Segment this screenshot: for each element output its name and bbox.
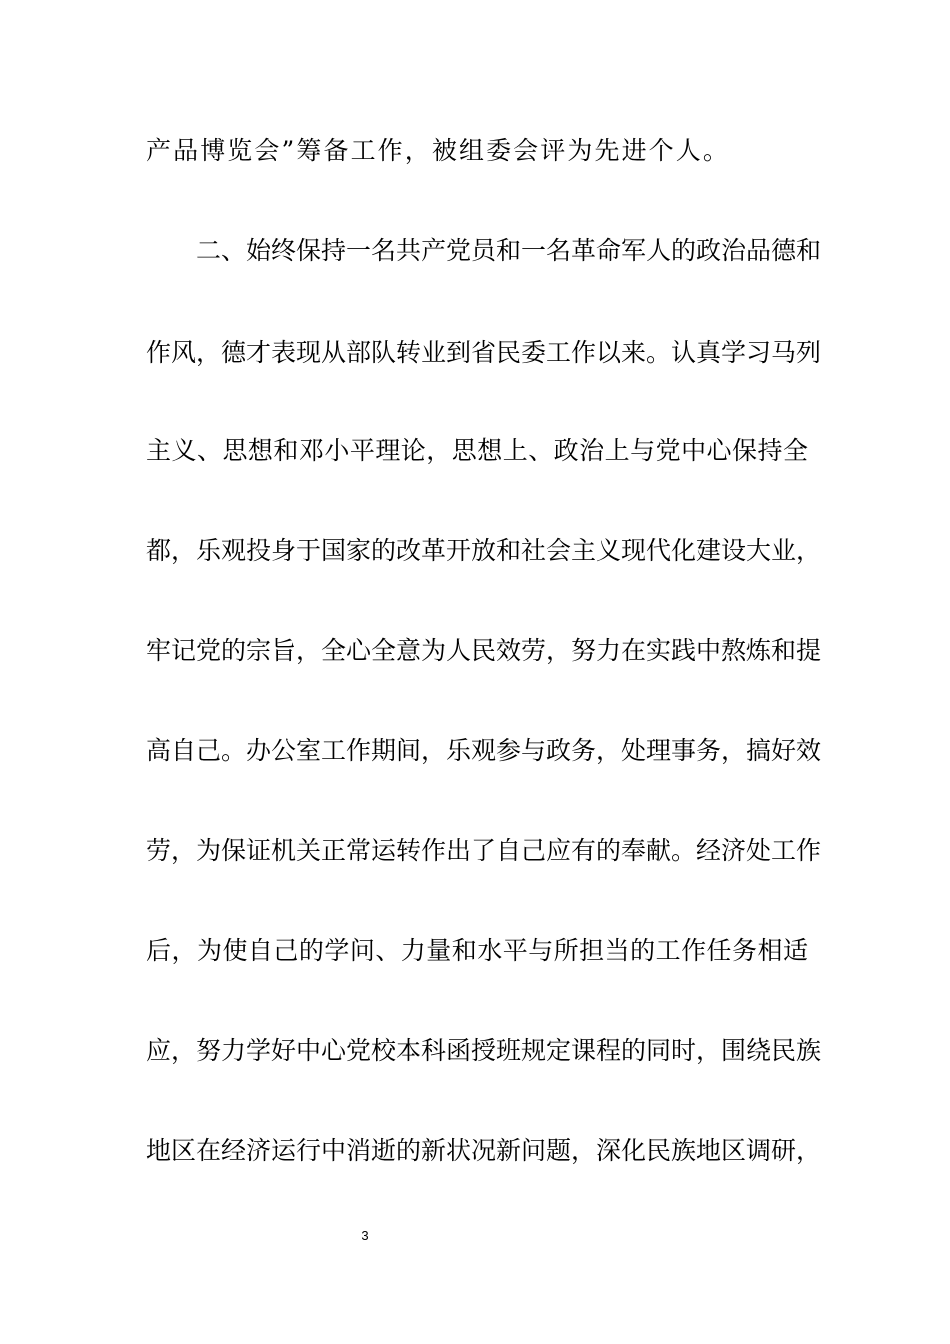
paragraph-line: 应，努力学好中心党校本科函授班规定课程的同时，围绕民族 [146, 1036, 822, 1065]
paragraph-line: 产品博览会”筹备工作，被组委会评为先进个人。 [146, 136, 730, 165]
page-number: 3 [361, 1228, 369, 1243]
paragraph-line: 地区在经济运行中消逝的新状况新问题，深化民族地区调研， [146, 1136, 822, 1165]
paragraph-line: 牢记党的宗旨，全心全意为人民效劳，努力在实践中熬炼和提 [146, 636, 822, 665]
paragraph-line: 后，为使自己的学问、力量和水平与所担当的工作任务相适 [146, 936, 808, 965]
paragraph-line: 作风，德才表现从部队转业到省民委工作以来。认真学习马列 [146, 338, 822, 367]
paragraph-line: 二、始终保持一名共产党员和一名革命军人的政治品德和 [196, 236, 822, 265]
paragraph-line: 主义、思想和邓小平理论，思想上、政治上与党中心保持全 [146, 436, 808, 465]
paragraph-line: 高自己。办公室工作期间，乐观参与政务，处理事务，搞好效 [146, 736, 822, 765]
paragraph-line: 劳，为保证机关正常运转作出了自己应有的奉献。经济处工作 [146, 836, 822, 865]
paragraph-line: 都，乐观投身于国家的改革开放和社会主义现代化建设大业， [146, 536, 822, 565]
